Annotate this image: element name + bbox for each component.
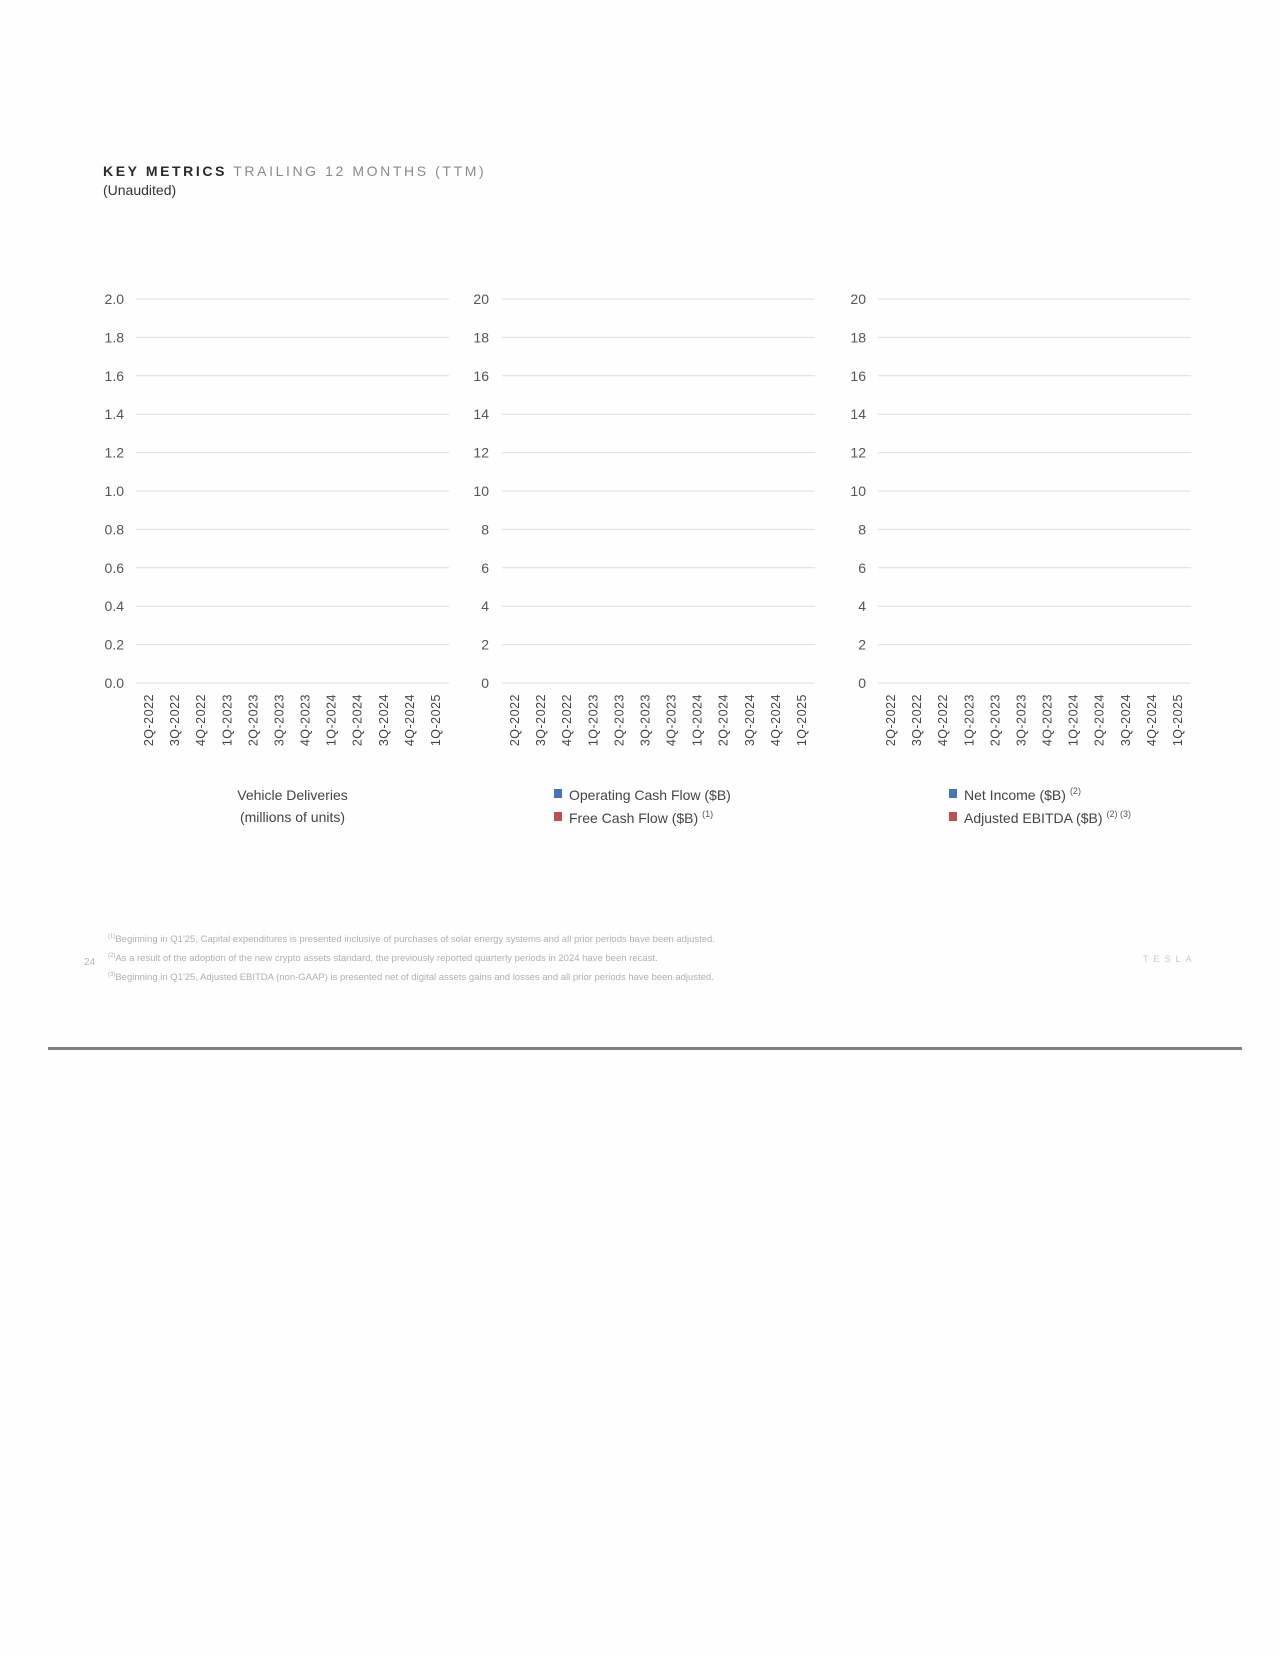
chart-1-x-tick-label: 1Q-2024: [324, 694, 339, 747]
chart-2-y-tick-label: 18: [473, 329, 489, 346]
chart-2-x-tick-label: 3Q-2023: [638, 694, 653, 747]
chart-3-y-tick-label: 2: [858, 636, 866, 653]
chart-2-legend-superscript: (1): [702, 809, 714, 819]
chart-2-x-tick-label: 4Q-2022: [560, 694, 575, 747]
chart-2-legend-swatch: [554, 812, 562, 821]
chart-2-legend-label: Operating Cash Flow ($B): [569, 787, 731, 803]
chart-1-x-tick-label: 4Q-2023: [298, 694, 313, 747]
chart-1-y-tick-label: 0.8: [104, 521, 124, 538]
footnote-1-text: Beginning in Q1'25, Capital expenditures is presented inclusive of purchases of solar energy systems and all prior periods have been adjusted.: [115, 934, 715, 945]
chart-2-x-tick-label: 2Q-2022: [508, 694, 523, 747]
chart-3-y-tick-label: 0: [858, 675, 866, 691]
chart-1-y-tick-label: 0.6: [104, 559, 124, 576]
footnote-3-sup: (3): [108, 972, 116, 978]
chart-2-y-tick-label: 10: [473, 483, 489, 499]
chart-2-x-tick-label: 3Q-2022: [534, 694, 549, 747]
page-subtitle: (Unaudited): [103, 182, 177, 198]
footnote-3-text: Beginning in Q1'25, Adjusted EBITDA (non-GAAP) is presented net of digital assets gains and losses and all prior periods have been adjusted.: [115, 972, 714, 983]
chart-1-x-tick-label: 1Q-2023: [220, 694, 235, 747]
chart-2-x-tick-label: 3Q-2024: [742, 694, 757, 747]
chart-2-y-tick-label: 8: [481, 521, 489, 538]
chart-2-legend-swatch: [554, 789, 562, 798]
chart-3-y-tick-label: 14: [850, 406, 866, 423]
chart-3-y-tick-label: 12: [850, 444, 866, 461]
chart-1-x-tick-label: 2Q-2022: [142, 694, 157, 747]
chart-1-x-tick-label: 2Q-2024: [350, 694, 365, 747]
chart-3-x-tick-label: 2Q-2023: [988, 694, 1003, 747]
chart-1-x-tick-label: 2Q-2023: [246, 694, 261, 747]
footnote-2-text: As a result of the adoption of the new crypto assets standard, the previously reported quarterly periods in 2024 have been recast.: [115, 953, 658, 964]
chart-2-x-tick-label: 4Q-2023: [664, 694, 679, 747]
chart-3-y-tick-label: 20: [850, 291, 866, 307]
footnote-2-sup: (2): [108, 953, 116, 959]
chart-3-legend-label: Net Income ($B): [964, 787, 1066, 803]
chart-3-legend-swatch: [949, 812, 957, 821]
chart-2-y-tick-label: 16: [473, 367, 489, 384]
chart-3-y-tick-label: 4: [858, 598, 866, 615]
chart-1-y-tick-label: 2.0: [104, 291, 124, 307]
chart-1-y-tick-label: 0.4: [104, 598, 124, 615]
footnotes: [108, 930, 715, 987]
chart-1-y-tick-label: 1.4: [104, 406, 124, 423]
chart-3-y-tick-label: 8: [858, 521, 866, 538]
chart-2-y-tick-label: 12: [473, 444, 489, 461]
chart-2-y-tick-label: 14: [473, 406, 489, 423]
brand-logo: TESLA: [1143, 954, 1197, 964]
chart-3-x-tick-label: 2Q-2022: [884, 694, 899, 747]
chart-3-legend-superscript: (2): [1069, 786, 1081, 796]
chart-3-x-tick-label: 3Q-2022: [910, 694, 925, 747]
chart-3-legend-label: Adjusted EBITDA ($B): [964, 810, 1103, 826]
chart-2-y-tick-label: 20: [473, 291, 489, 307]
page-number: 24: [84, 957, 96, 968]
chart-2-x-tick-label: 4Q-2024: [768, 694, 783, 747]
chart-1-x-tick-label: 3Q-2024: [376, 694, 391, 747]
chart-1-y-tick-label: 1.8: [104, 329, 124, 346]
chart-3-y-tick-label: 10: [850, 483, 866, 499]
chart-3-x-tick-label: 4Q-2024: [1144, 694, 1159, 747]
chart-1-y-tick-label: 0.2: [104, 636, 124, 653]
chart-3-legend-superscript: (2) (3): [1106, 809, 1132, 819]
title-light: TRAILING 12 MONTHS (TTM): [233, 163, 487, 179]
chart-3-y-tick-label: 6: [858, 559, 866, 576]
chart-1-x-tick-label: 3Q-2023: [272, 694, 287, 747]
chart-3-y-tick-label: 16: [850, 367, 866, 384]
page-divider: [48, 1047, 1242, 1050]
chart-1-y-tick-label: 0.0: [104, 675, 124, 691]
title-bold: KEY METRICS: [103, 163, 228, 179]
chart-3-x-tick-label: 2Q-2024: [1092, 694, 1107, 747]
chart-2-x-tick-label: 2Q-2024: [716, 694, 731, 747]
chart-1-y-tick-label: 1.6: [104, 367, 124, 384]
chart-3-x-tick-label: 3Q-2023: [1014, 694, 1029, 747]
chart-1-x-tick-label: 1Q-2025: [428, 694, 443, 747]
chart-3-x-tick-label: 1Q-2024: [1066, 694, 1081, 747]
chart-1-y-tick-label: 1.0: [104, 483, 124, 499]
chart-1-x-tick-label: 4Q-2024: [402, 694, 417, 747]
chart-2-legend-label: Free Cash Flow ($B): [569, 810, 699, 826]
chart-3-x-tick-label: 1Q-2025: [1170, 694, 1185, 747]
chart-3-legend-swatch: [949, 789, 957, 798]
chart-2-x-tick-label: 1Q-2024: [690, 694, 705, 747]
chart-1-x-tick-label: 4Q-2022: [194, 694, 209, 747]
chart-2-y-tick-label: 0: [481, 675, 489, 691]
chart-2-y-tick-label: 6: [481, 559, 489, 576]
chart-1-x-tick-label: 3Q-2022: [168, 694, 183, 747]
chart-3-x-tick-label: 4Q-2023: [1040, 694, 1055, 747]
chart-2-x-tick-label: 2Q-2023: [612, 694, 627, 747]
chart-1-y-tick-label: 1.2: [104, 444, 124, 461]
chart-3-y-tick-label: 18: [850, 329, 866, 346]
chart-2-y-tick-label: 4: [481, 598, 489, 615]
chart-1-legend-text: Vehicle Deliveries: [237, 787, 348, 803]
footnote-1-sup: (1): [108, 934, 116, 940]
footnote-2: [108, 949, 715, 968]
chart-3-x-tick-label: 1Q-2023: [962, 694, 977, 747]
chart-1-legend-text: (millions of units): [239, 809, 346, 825]
footnote-1: [108, 930, 715, 949]
chart-2-x-tick-label: 1Q-2025: [794, 694, 809, 747]
chart-2-x-tick-label: 1Q-2023: [586, 694, 601, 747]
footnote-3: [108, 968, 715, 987]
chart-3-x-tick-label: 3Q-2024: [1118, 694, 1133, 747]
chart-2-y-tick-label: 2: [481, 636, 489, 653]
chart-3-x-tick-label: 4Q-2022: [936, 694, 951, 747]
